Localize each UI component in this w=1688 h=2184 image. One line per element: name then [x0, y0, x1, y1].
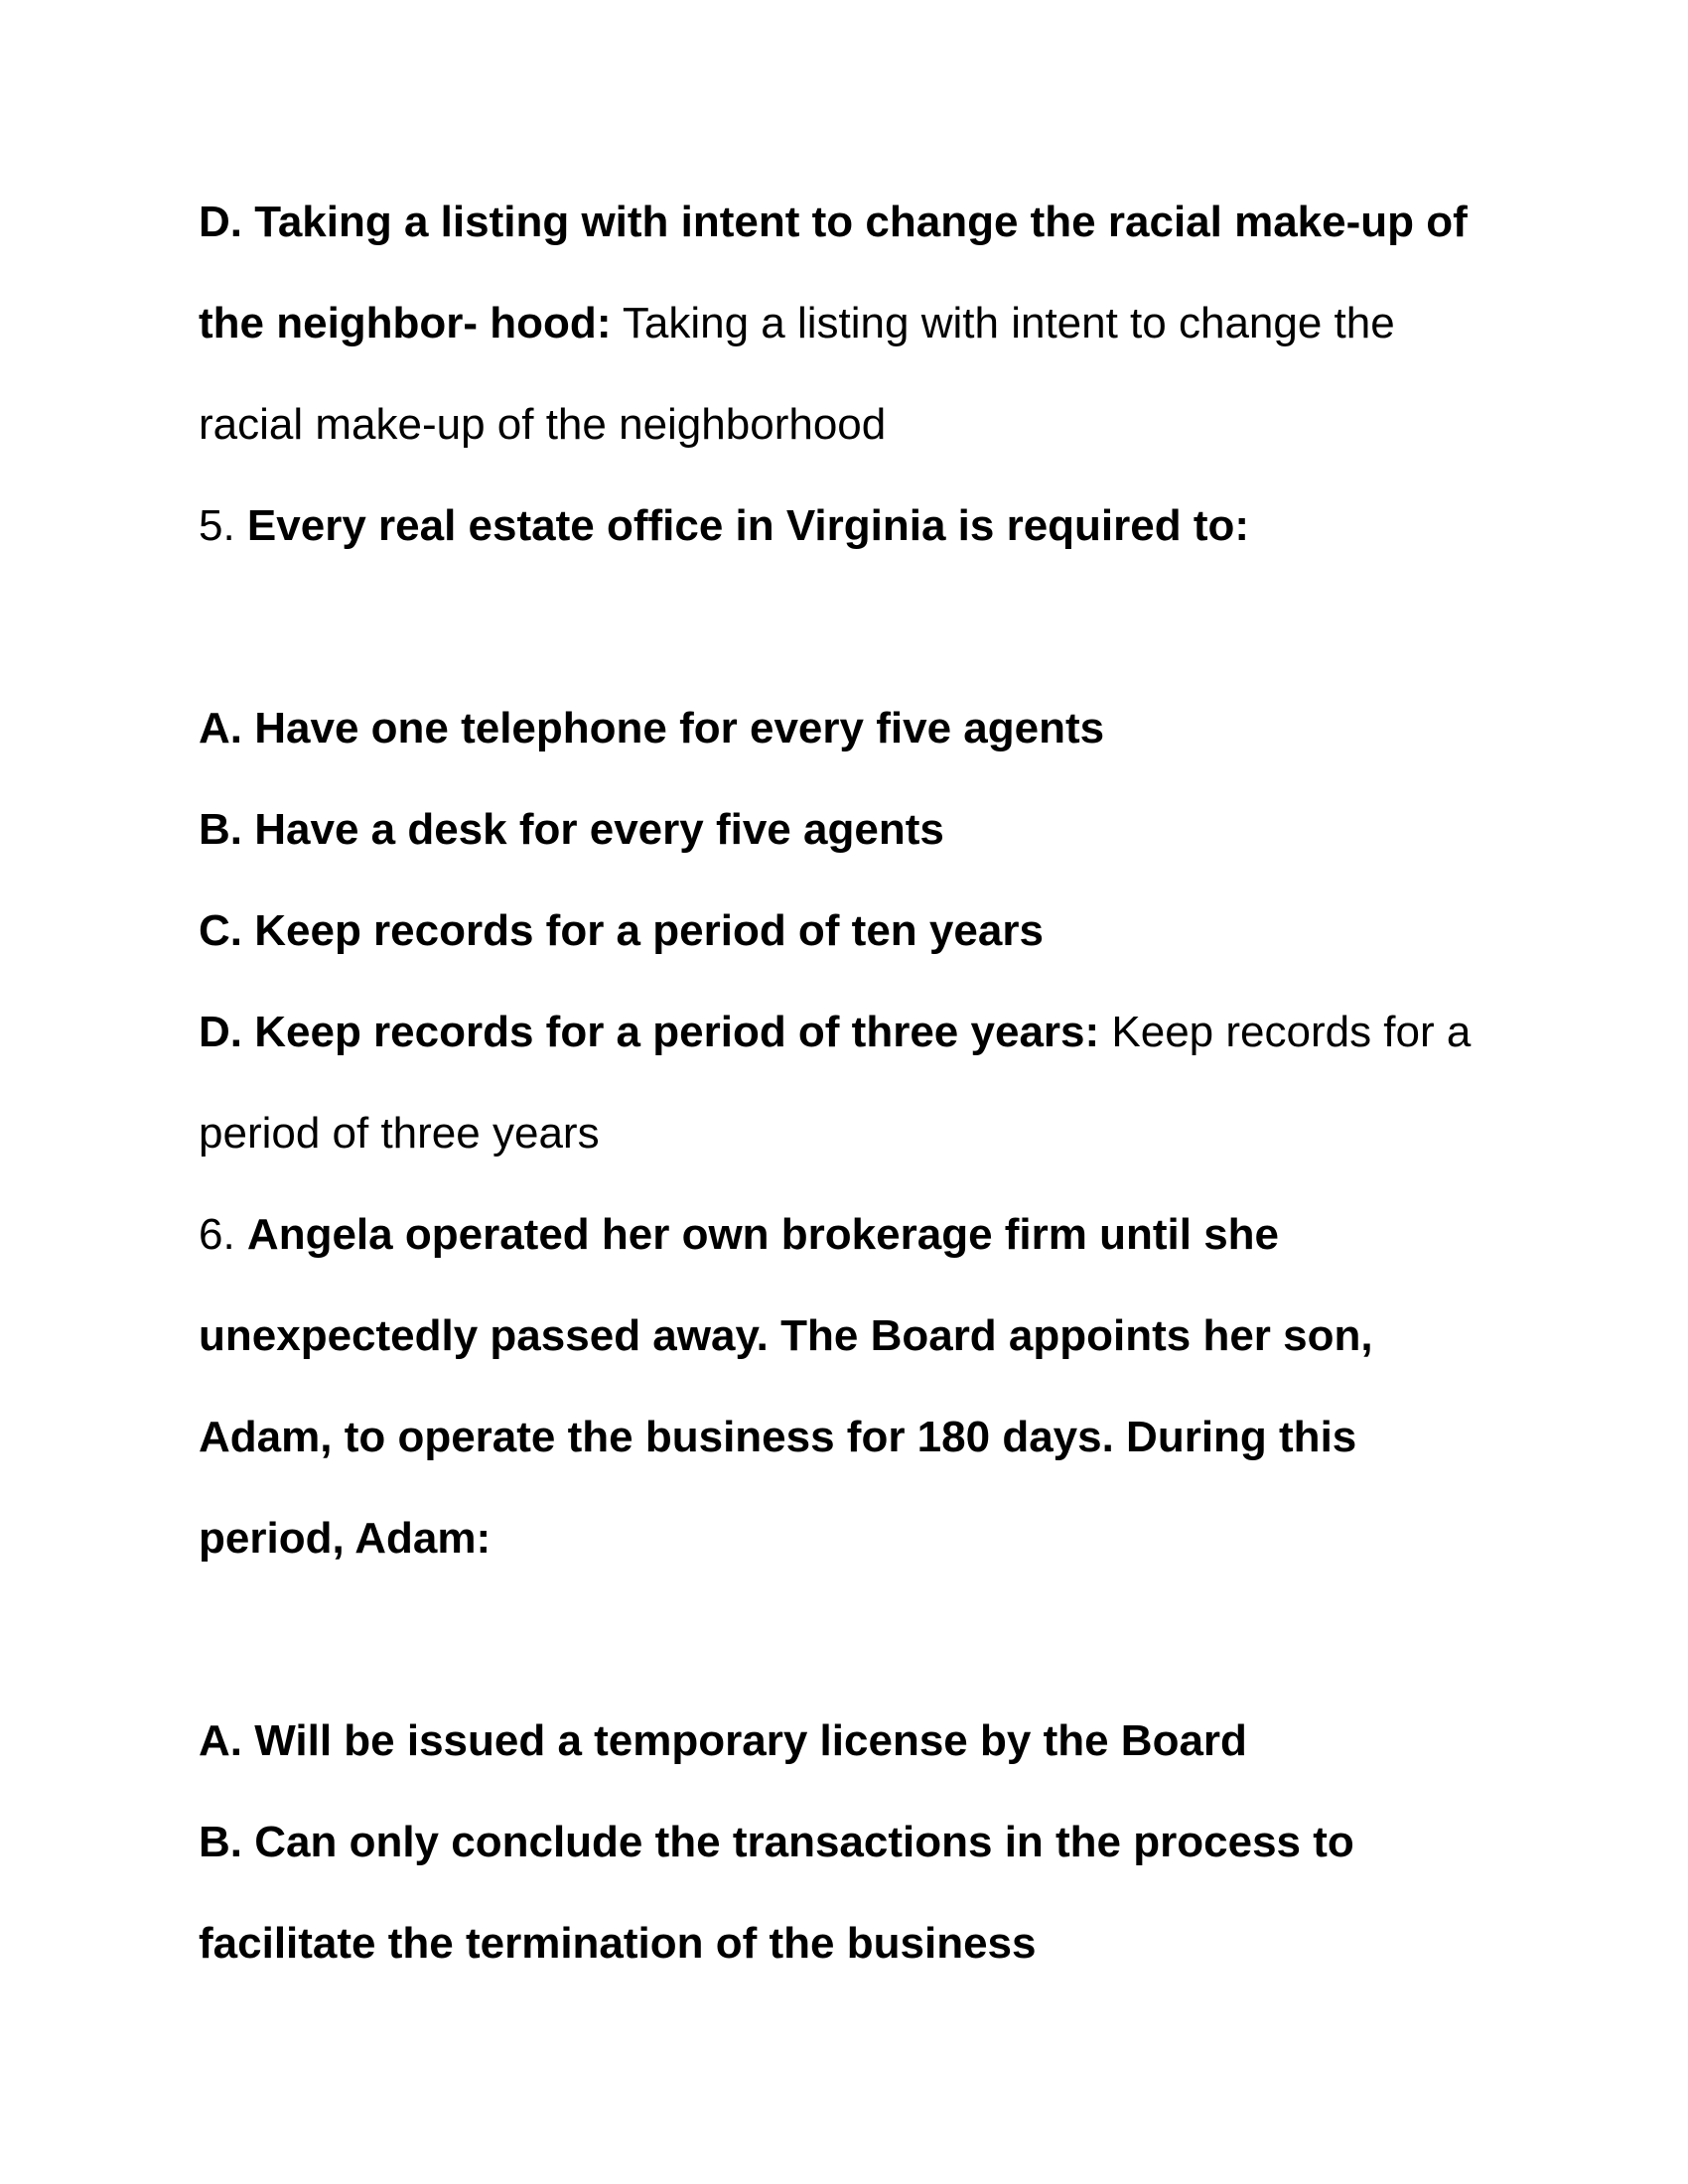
- question-6-stem-line-4: period, Adam:: [199, 1514, 492, 1563]
- q5-option-d-label: D. Keep records for a period of three years:: [199, 1008, 1100, 1056]
- question-6-stem-line-3: Adam, to operate the business for 180 days. During this: [199, 1413, 1357, 1461]
- q4-option-d-line-2: [199, 296, 1489, 351]
- q5-option-d: [199, 1005, 1489, 1060]
- q5-option-c: C. Keep records for a period of ten years: [199, 906, 1044, 955]
- q4-option-d-answer: Taking a listing with intent to change the: [611, 299, 1395, 347]
- q5-option-a: A. Have one telephone for every five agents: [199, 704, 1105, 752]
- question-6-stem-line-2: unexpectedly passed away. The Board appoints her son,: [199, 1311, 1373, 1360]
- q4-option-d-line-1: D. Taking a listing with intent to change the racial make-up of: [199, 198, 1468, 246]
- question-6-text-1: Angela operated her own brokerage firm until she: [246, 1210, 1280, 1259]
- question-6-number: 6.: [199, 1210, 247, 1259]
- question-5-text: Every real estate office in Virginia is required to:: [246, 501, 1250, 550]
- q4-option-d-answer-line-3: racial make-up of the neighborhood: [199, 400, 887, 449]
- q5-option-b: B. Have a desk for every five agents: [199, 805, 944, 854]
- q6-option-a: A. Will be issued a temporary license by the Board: [199, 1716, 1247, 1765]
- q6-option-b-line-2: facilitate the termination of the business: [199, 1919, 1037, 1968]
- question-5-stem: [199, 498, 1489, 554]
- q4-option-d-label: the neighbor- hood:: [199, 299, 612, 347]
- q5-option-d-answer-line-2: period of three years: [199, 1109, 600, 1158]
- question-6-stem-line-1: [199, 1207, 1489, 1263]
- question-5-number: 5.: [199, 501, 247, 550]
- q5-option-d-answer: Keep records for a: [1099, 1008, 1472, 1056]
- q6-option-b-line-1: B. Can only conclude the transactions in the process to: [199, 1818, 1354, 1866]
